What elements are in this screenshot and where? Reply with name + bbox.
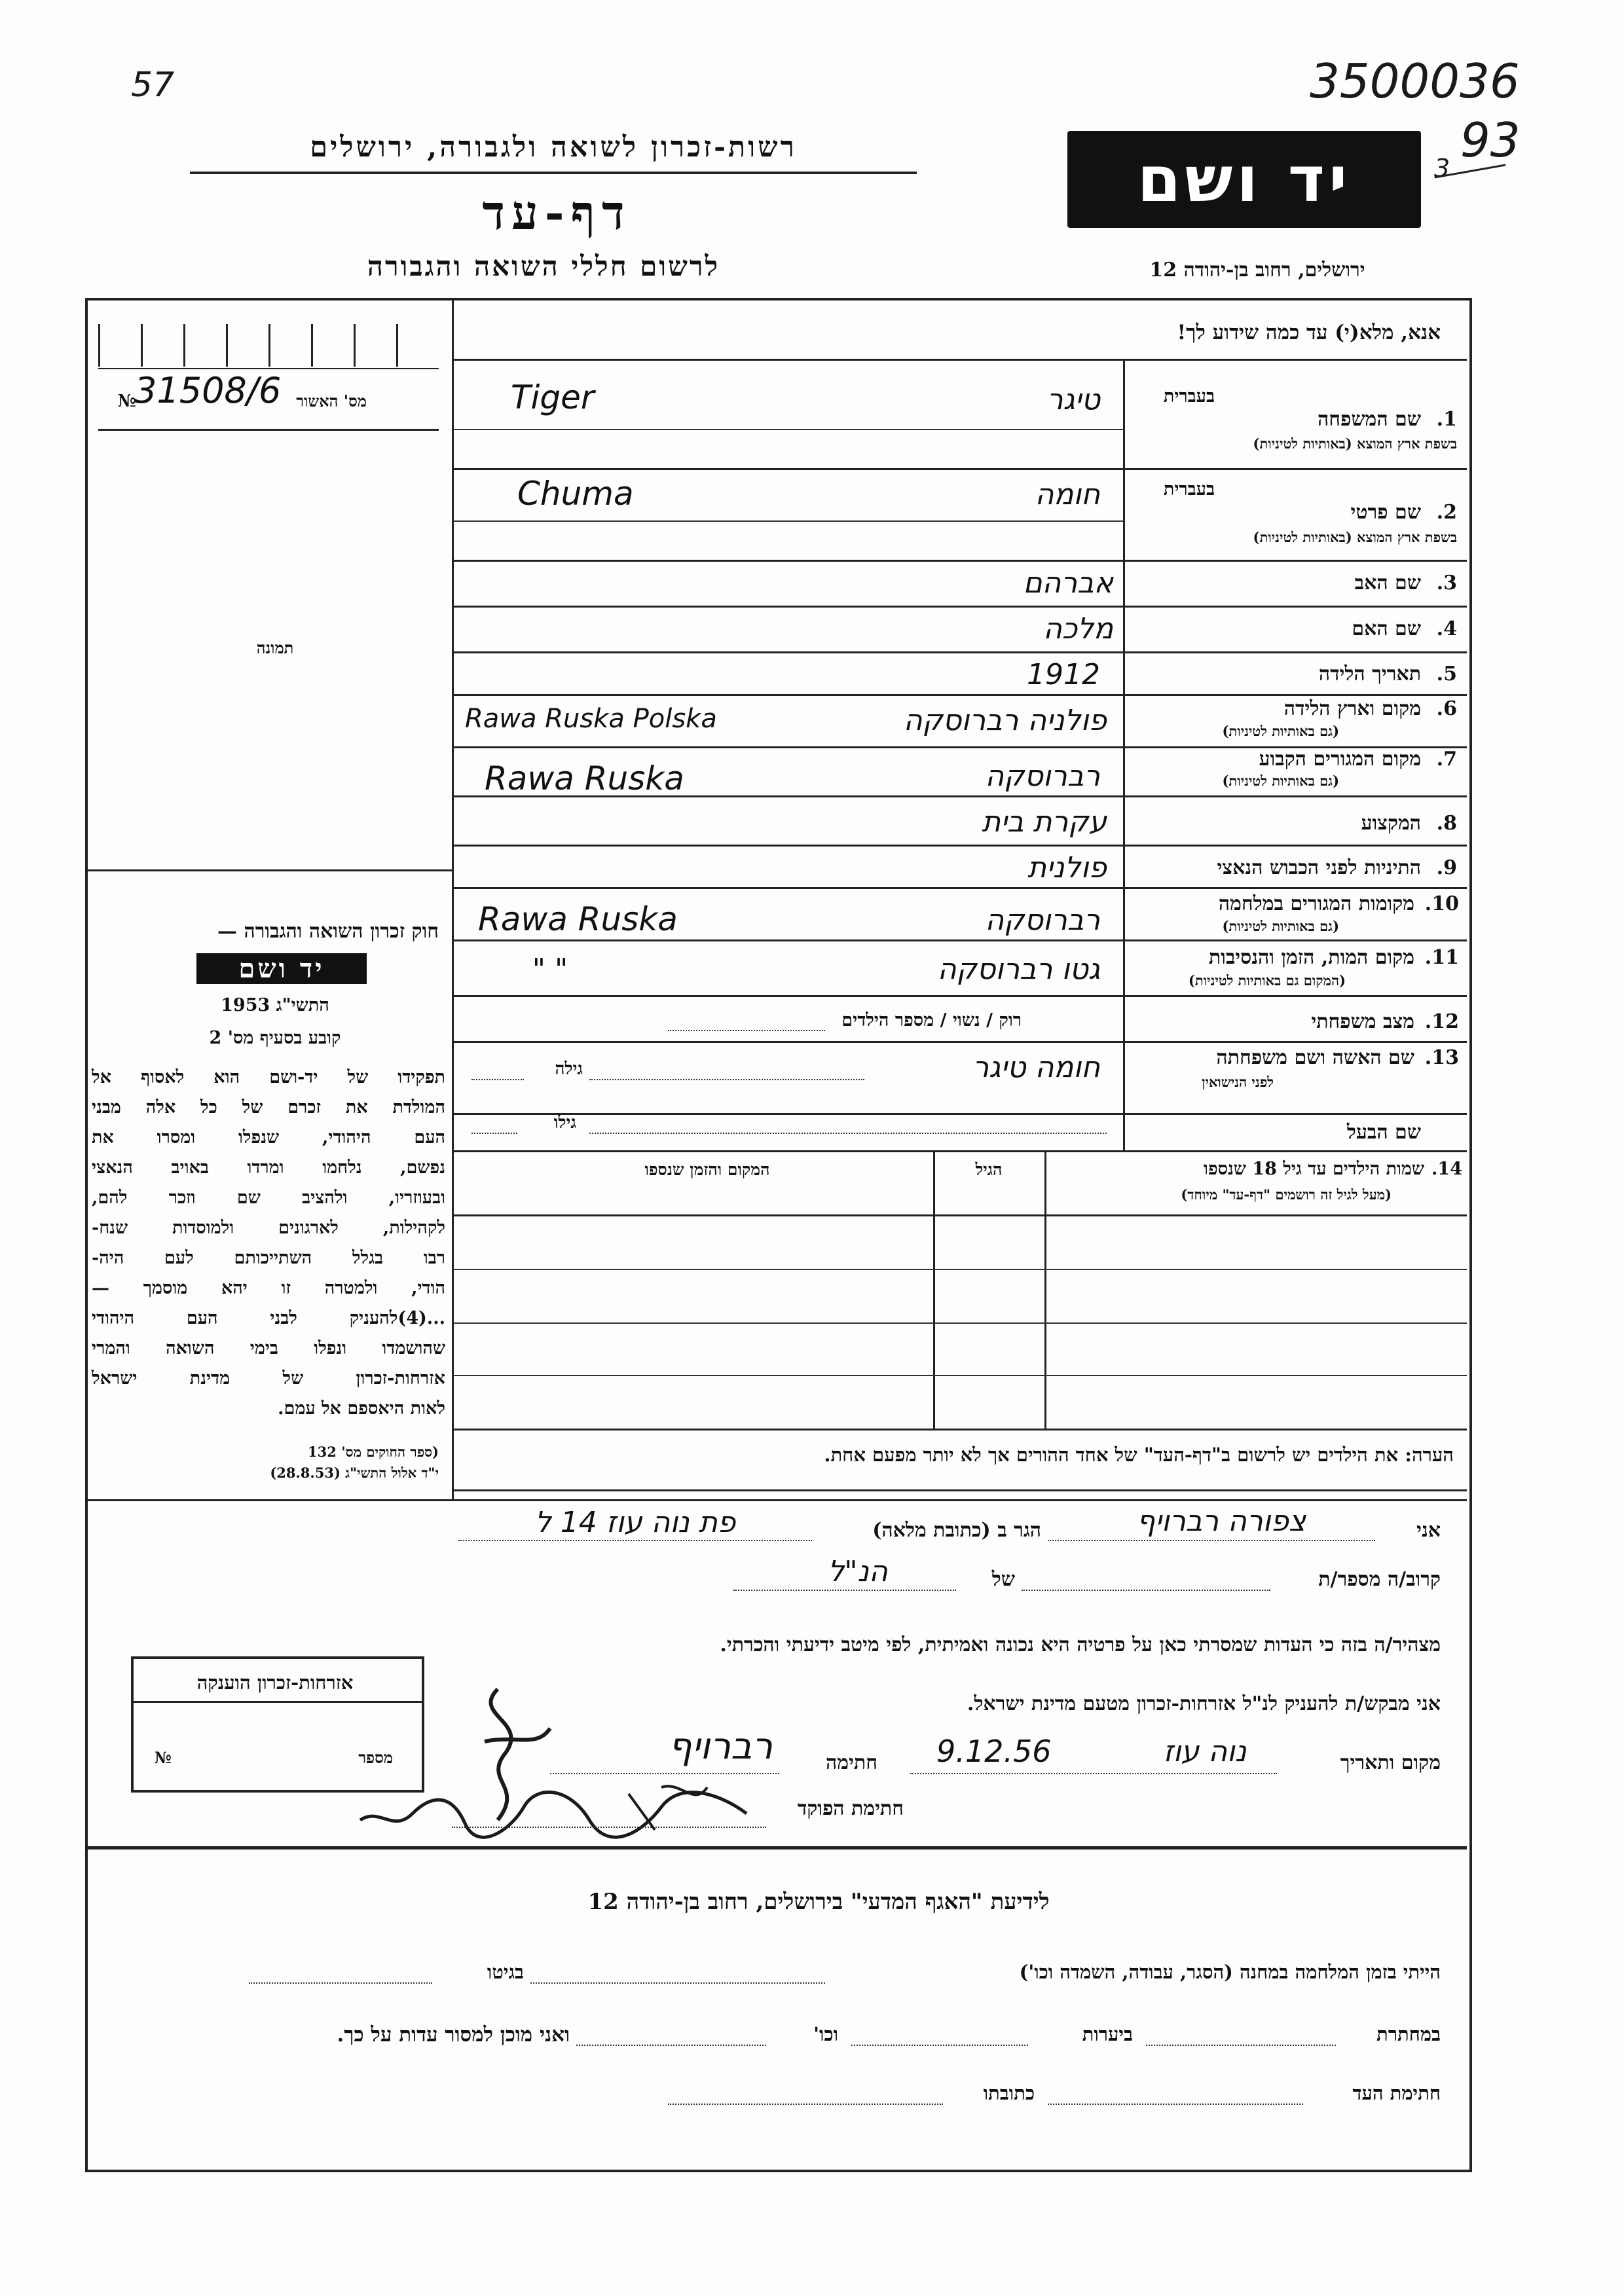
- approval-label: מס' האשור: [296, 392, 367, 410]
- row-rule: [454, 1113, 1467, 1115]
- field-1-num: 1.: [1436, 408, 1457, 431]
- field-12-label: מצב משפחתי: [1311, 1010, 1414, 1033]
- relation-line: [733, 1590, 956, 1591]
- label-column-divider: [1123, 360, 1125, 1150]
- left-column-divider: [452, 298, 454, 1499]
- children-col-divider: [933, 1150, 935, 1429]
- field-13-sub: לפני הנישואין: [1202, 1074, 1274, 1090]
- declarant-name: צפורה רברויף: [1136, 1504, 1306, 1538]
- wife-age-label: גילה: [555, 1059, 583, 1079]
- citizenship-title: אזרחות-זכרון הוענקה: [196, 1671, 354, 1694]
- declarant-address: פת נוה עוז 14 ל: [534, 1506, 736, 1539]
- law-line: לקהילות, לארגונים ולמוסדות שנח-: [92, 1218, 445, 1238]
- field-4-label: שם האם: [1352, 617, 1421, 640]
- law-line: העם היהודי, שנפלו ומסרו את: [92, 1127, 445, 1148]
- wife-age-line: [471, 1079, 524, 1080]
- law-source: (ספר החוקים מס' 132: [308, 1444, 439, 1460]
- row-rule: [454, 560, 1467, 562]
- law-line: רבו בגלל השתייכותם לעם היה-: [92, 1248, 445, 1268]
- footer-underground-line: [1146, 2045, 1336, 2046]
- approval-value: 31508/6: [134, 370, 282, 411]
- footer-camp-line: [530, 1982, 825, 1984]
- children-row-rule: [454, 1375, 1467, 1376]
- logo-text: יד ושם: [1097, 145, 1392, 213]
- field-10-heb: רברוסקה: [985, 903, 1100, 937]
- row-rule: [454, 468, 1467, 470]
- footer-etc-line: [576, 2045, 766, 2046]
- field-7-sub: (גם באותיות לטיניות): [1222, 773, 1339, 789]
- relative-label: קרוב/ה מספר/ת: [1318, 1568, 1441, 1591]
- field-1-label: שם המשפחה: [1317, 408, 1421, 431]
- children-bottom-rule: [454, 1429, 1467, 1430]
- field-9-label: התיניות לפני הכבוש הנאצי: [1217, 856, 1421, 879]
- law-line: שהושמדו ונפלו בימי השואה והמרי: [92, 1338, 445, 1358]
- law-title: חוק זכרון השואה והגבורה —: [217, 920, 439, 943]
- citizenship-no: №: [154, 1748, 172, 1767]
- photo-label: תמונה: [256, 638, 294, 657]
- field-2-latin: Chuma: [517, 475, 634, 513]
- form-subtitle: לרשום חללי השואה והגבורה: [367, 250, 720, 282]
- field-11-heb: גטו רברוסקה: [937, 953, 1100, 986]
- photo-bottom-rule: [85, 869, 452, 871]
- field-3-label: שם האב: [1354, 572, 1421, 594]
- law-line: לאות היאספם אל עמם.: [278, 1398, 445, 1419]
- footer-forests: ביערות: [1082, 2023, 1133, 2045]
- footer-witness-sig: חתימת העד: [1352, 2082, 1441, 2104]
- law-logo: יד ושם: [196, 953, 367, 984]
- footer-address-line: [668, 2104, 943, 2105]
- yad-vashem-logo: [1067, 131, 1421, 228]
- field-8-num: 8.: [1436, 812, 1457, 835]
- row-rule: [454, 887, 1467, 889]
- footer-testify: ואני מוכן למסור עדות על כך.: [337, 2023, 570, 2047]
- field-6-heb: פולניה רברוסקה: [903, 704, 1107, 737]
- field-7-label: מקום המגורים הקבוע: [1259, 748, 1421, 771]
- field-9-heb: פולנית: [1027, 851, 1107, 884]
- field-1-heb-tag: בעברית: [1163, 386, 1215, 407]
- field-12-num: 12.: [1424, 1010, 1459, 1033]
- header-address: ירושלים, רחוב בן-יהודה 12: [1149, 259, 1365, 282]
- declarant-resides: הגר ב (כתובת מלאה): [872, 1519, 1041, 1542]
- field-10-sub: (גם באותיות לטיניות): [1222, 918, 1339, 934]
- officer-label: חתימת הפוקד: [797, 1797, 904, 1820]
- field-1-heb: טיגר: [1046, 383, 1100, 416]
- footer-rule: [85, 1846, 1467, 1850]
- of-label: של: [991, 1568, 1015, 1591]
- field-11-sub: (המקום גם באותיות לטיניות): [1188, 972, 1346, 989]
- field-6-latin: Rawa Ruska Polska: [465, 704, 717, 734]
- field-7-latin: Rawa Ruska: [485, 759, 684, 797]
- field-4-heb: מלכה: [1043, 612, 1113, 646]
- children-col-age: הגיל: [975, 1160, 1003, 1179]
- footer-underground: במחתרת: [1376, 2023, 1441, 2045]
- children-sub: (מעל לגיל זה רושמים "דף-עד" מיוחד): [1181, 1186, 1392, 1203]
- row-rule: [454, 606, 1467, 608]
- footer-witness-sig-line: [1048, 2104, 1303, 2105]
- children-note: הערה: את הילדים יש לרשום ב"דף-העד" של אחד ההורים אך לא יותר מפעם אחת.: [824, 1444, 1454, 1466]
- field-10-latin: Rawa Ruska: [478, 900, 678, 938]
- field-2-num: 2.: [1436, 501, 1457, 524]
- field-6-sub: (גם באותיות לטיניות): [1222, 723, 1339, 739]
- footer-ghetto: בגיטו: [487, 1961, 524, 1983]
- citizenship-request: אני מבקש/ת להעניק לנ"ל אזרחות-זכרון מטעם מדינת ישראל.: [967, 1692, 1441, 1715]
- footer-address: כתובתו: [983, 2082, 1035, 2104]
- authority-rule: [190, 172, 917, 174]
- children-row-rule: [454, 1322, 1467, 1324]
- signature-label: חתימה: [826, 1751, 877, 1774]
- field-7-num: 7.: [1436, 748, 1457, 771]
- declarant-name-line: [1048, 1540, 1375, 1541]
- place-date-line: [910, 1773, 1277, 1774]
- place-date-label: מקום ותאריך: [1340, 1751, 1441, 1774]
- footer-camp: הייתי בזמן המלחמה במחנה (הסגר, עבודה, השמדה וכו'): [1019, 1961, 1441, 1983]
- law-line: אזרחות-זכרון של מדינת ישראל: [92, 1368, 445, 1389]
- children-col-place: המקום והזמן שנספו: [644, 1160, 770, 1179]
- children-row-rule: [454, 1269, 1467, 1270]
- field-5-label: תאריך הלידה: [1318, 663, 1421, 685]
- husband-label: שם הבעל: [1346, 1121, 1421, 1144]
- row-rule: [454, 651, 1467, 653]
- request-line: אנא, מלא(י) עד כמה שידוע לך!: [1177, 321, 1441, 344]
- signature-value: רברויף: [668, 1725, 773, 1768]
- field-5-num: 5.: [1436, 663, 1457, 685]
- field-13-label: שם האשה ושם משפחתה: [1216, 1046, 1414, 1069]
- row-rule: [454, 939, 1467, 941]
- field-11-label: מקום המות, הזמן והנסיבות: [1208, 946, 1414, 969]
- field-3-heb: אברהם: [1023, 566, 1113, 600]
- note-rule: [454, 1489, 1467, 1491]
- declaration-statement: מצהיר/ה בזה כי העדות שמסרתי כאן על פרטיה היא נכונה ואמיתית, לפי מיטב ידיעתי והכרתי.: [720, 1633, 1441, 1656]
- row-rule: [454, 1150, 1467, 1152]
- field-10-num: 10.: [1424, 892, 1459, 915]
- row-rule: [454, 995, 1467, 997]
- field-3-num: 3.: [1436, 572, 1457, 594]
- approval-barcode: [98, 324, 439, 367]
- field-1-latin: Tiger: [511, 378, 595, 416]
- field-2-heb: חומה: [1035, 478, 1100, 511]
- field-2-heb-tag: בעברית: [1163, 479, 1215, 500]
- field-12-options: רוק / נשוי / מספר הילדים: [841, 1010, 1022, 1030]
- husband-age-line: [471, 1133, 517, 1134]
- field-2-sub: בשפת ארץ המוצא (באותיות לטיניות): [1253, 529, 1457, 545]
- request-rule: [454, 359, 1467, 361]
- field-8-label: המקצוע: [1361, 812, 1421, 835]
- field-2-label: שם פרטי: [1350, 501, 1421, 524]
- declarant-address-line: [458, 1540, 812, 1541]
- footer-ghetto-line: [249, 1982, 432, 1984]
- row-rule: [454, 520, 1123, 522]
- law-line: נפשם, נלחמו ומרדו באויב הנאצי: [92, 1157, 445, 1178]
- citizenship-title-rule: [131, 1701, 422, 1703]
- footer-forests-line: [851, 2045, 1028, 2046]
- field-5-value: 1912: [1027, 658, 1100, 691]
- husband-age-label: גילו: [553, 1113, 576, 1133]
- children-header-rule: [454, 1214, 1467, 1216]
- field-1-sub: בשפת ארץ המוצא (באותיות לטיניות): [1253, 435, 1457, 452]
- children-label: שמות הילדים עד גיל 18 שנספו: [1204, 1159, 1424, 1179]
- date-value: 9.12.56: [936, 1734, 1052, 1769]
- row-rule: [454, 1041, 1467, 1043]
- law-year: התשי"ג 1953: [221, 995, 329, 1015]
- relative-line: [1022, 1590, 1270, 1591]
- law-line: ...(4)להעניק לבני העם היהודי: [92, 1308, 445, 1328]
- field-6-num: 6.: [1436, 697, 1457, 720]
- field-11-num: 11.: [1424, 946, 1459, 969]
- page-mark: 93: [1460, 113, 1521, 168]
- approval-top-rule: [98, 368, 439, 369]
- approval-no: №: [117, 392, 136, 411]
- law-date: י"ד אלול התשי"ג (28.8.53): [270, 1465, 439, 1481]
- field-8-heb: עקרת בית: [982, 805, 1107, 839]
- officer-line: [452, 1827, 766, 1828]
- law-line: ובעוזריו, ולהציב שם וזכר להם,: [92, 1188, 445, 1208]
- row-rule: [454, 845, 1467, 847]
- field-7-heb: רברוסקה: [985, 759, 1100, 793]
- law-line: המולדת את זכרם של כל אלה מבני: [92, 1097, 445, 1118]
- declarant-i: אני: [1416, 1519, 1441, 1542]
- approval-bottom-rule: [98, 429, 439, 431]
- husband-name-line: [589, 1133, 1107, 1134]
- corner-note: 57: [131, 65, 175, 105]
- declaration-rule: [85, 1499, 1467, 1501]
- field-4-num: 4.: [1436, 617, 1457, 640]
- field-6-label: מקום וארץ הלידה: [1283, 697, 1421, 720]
- archive-number: 3500036: [1310, 54, 1520, 109]
- authority-name: רשות-זכרון לשואה ולגבורה, ירושלים: [310, 131, 797, 164]
- field-9-num: 9.: [1436, 856, 1457, 879]
- field-10-label: מקומות המגורים במלחמה: [1218, 892, 1414, 915]
- wife-name-line: [589, 1079, 864, 1080]
- citizenship-number-label: מספר: [358, 1748, 393, 1767]
- form-title: דף-עד: [482, 185, 631, 240]
- field-12-line: [668, 1030, 825, 1031]
- children-num: 14.: [1431, 1159, 1462, 1179]
- row-rule: [454, 694, 1467, 696]
- footer-title: לידיעת "האגף המדעי" בירושלים, רחוב בן-יהודה 12: [587, 1889, 1050, 1915]
- field-11-ditto: " ": [532, 953, 568, 986]
- footer-etc: וכו': [813, 2023, 838, 2045]
- relation-value: הנ"ל: [828, 1555, 888, 1588]
- row-rule: [454, 429, 1123, 430]
- place-value: נוה עוז: [1163, 1735, 1247, 1768]
- law-line: תפקידו של יד-ושם הוא לאסוף אל: [92, 1067, 445, 1087]
- children-col-divider: [1044, 1150, 1046, 1429]
- page-mark-small: 3: [1434, 154, 1450, 183]
- law-clause: קובע בסעיף מס' 2: [209, 1028, 341, 1048]
- field-13-heb: חומה טיגר: [972, 1051, 1100, 1084]
- field-13-num: 13.: [1424, 1046, 1459, 1069]
- law-line: הודי, ולמטרה זו יהא מוסמך —: [92, 1278, 445, 1298]
